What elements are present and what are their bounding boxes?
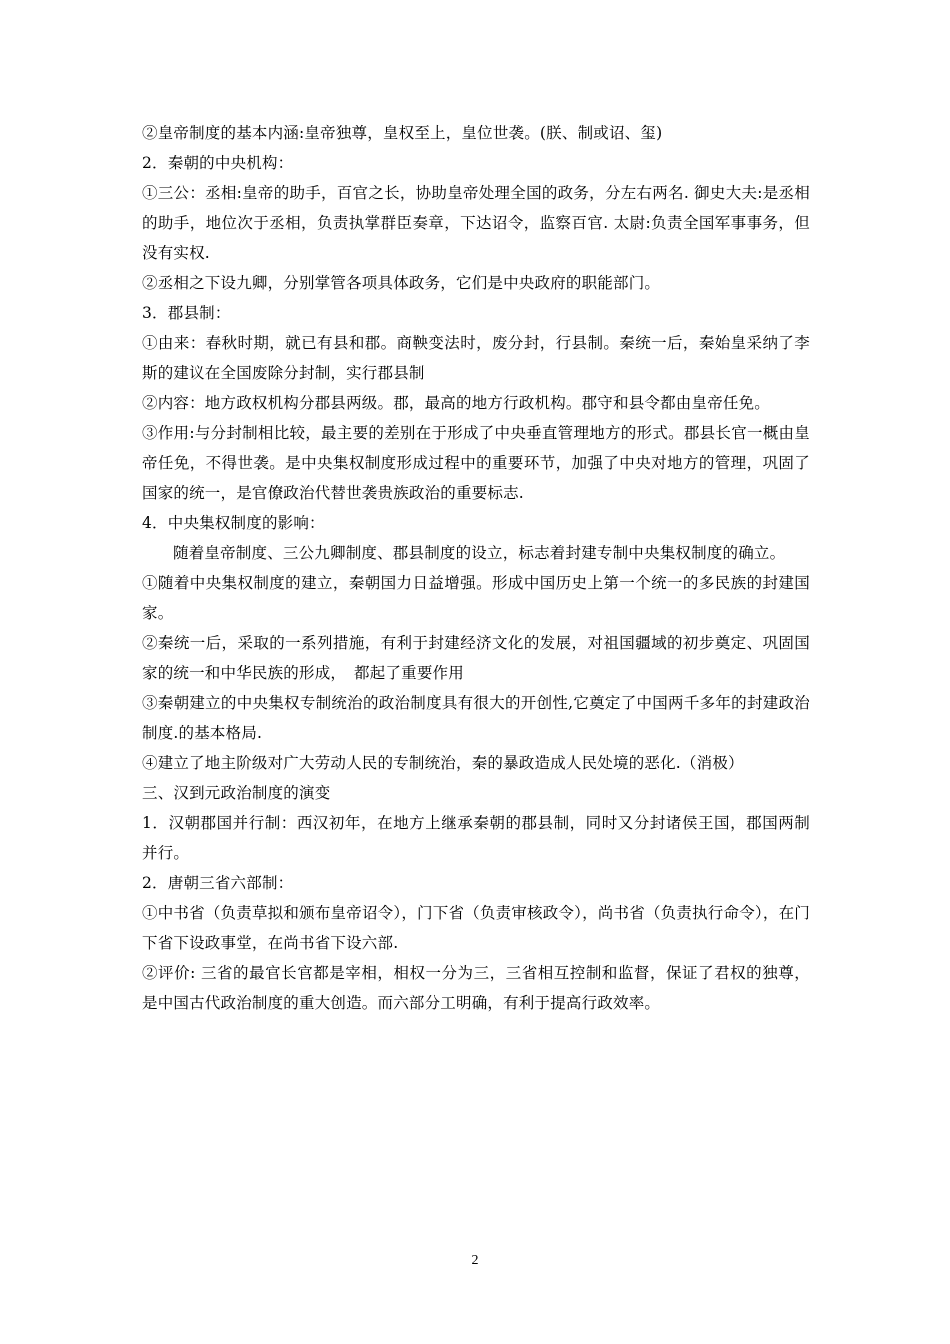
paragraph-nine-chamberlains: ②丞相之下设九卿，分别掌管各项具体政务，它们是中央政府的职能部门。 (142, 274, 661, 292)
paragraph-three-departments-evaluation: ②评价: 三省的最官长官都是宰相，相权一分为三，三省相互控制和监督，保证了君权的独尊，是中国古代政治制度的重大创造。而六部分工明确，有利于提高行政效率。 (142, 964, 810, 1012)
heading-qin-central-organs: 2．秦朝的中央机构： (142, 154, 294, 172)
paragraph-han-dual-system: 1．汉朝郡国并行制：西汉初年，在地方上继承秦朝的郡县制，同时又分封诸侯王国，郡国两制并行。 (142, 814, 810, 862)
paragraph-influence-1: ①随着中央集权制度的建立，秦朝国力日益增强。形成中国历史上第一个统一的多民族的封建国家。 (142, 574, 810, 622)
heading-tang-three-departments: 2．唐朝三省六部制： (142, 874, 294, 892)
paragraph-commandery-content: ②内容：地方政权机构分郡县两级。郡，最高的地方行政机构。郡守和县令都由皇帝任免。 (142, 394, 771, 412)
paragraph-three-ministers: ①三公：丞相:皇帝的助手，百官之长，协助皇帝处理全国的政务，分左右两名. 御史大夫:是丞相的助手，地位次于丞相，负责执掌群臣奏章，下达诏令，监察百官. 太尉:负责全国军事事务，但没有实权. (142, 184, 810, 262)
paragraph-commandery-effect: ③作用:与分封制相比较，最主要的差别在于形成了中央垂直管理地方的形式。郡县长官一概由皇帝任免，不得世袭。是中央集权制度形成过程中的重要环节，加强了中央对地方的管理，巩固了国家的统一，是官僚政治代替世袭贵族政治的重要标志. (142, 424, 810, 502)
paragraph-influence-4: ④建立了地主阶级对广大劳动人民的专制统治，秦的暴政造成人民处境的恶化.（消极） (142, 754, 744, 772)
paragraph-emperor-system-content: ②皇帝制度的基本内涵:皇帝独尊，皇权至上，皇位世袭。(朕、制或诏、玺) (142, 124, 663, 142)
heading-centralization-influence: 4．中央集权制度的影响： (142, 514, 325, 532)
paragraph-three-departments: ①中书省（负责草拟和颁布皇帝诏令），门下省（负责审核政令），尚书省（负责执行命令），在门下省下设政事堂，在尚书省下设六部. (142, 904, 810, 952)
paragraph-influence-3: ③秦朝建立的中央集权专制统治的政治制度具有很大的开创性,它奠定了中国两千多年的封建政治制度.的基本格局. (142, 694, 810, 742)
paragraph-centralization-established: 随着皇帝制度、三公九卿制度、郡县制度的设立，标志着封建专制中央集权制度的确立。 (173, 544, 786, 562)
paragraph-commandery-origin: ①由来：春秋时期，就已有县和郡。商鞅变法时，废分封，行县制。秦统一后，秦始皇采纳了李斯的建议在全国废除分封制，实行郡县制 (142, 334, 810, 382)
document-body (142, 118, 810, 1018)
page-number: 2 (471, 1253, 479, 1268)
section-heading-han-to-yuan: 三、汉到元政治制度的演变 (142, 784, 331, 802)
paragraph-influence-2: ②秦统一后，采取的一系列措施，有利于封建经济文化的发展，对祖国疆域的初步奠定、巩固国家的统一和中华民族的形成， 都起了重要作用 (142, 634, 810, 682)
heading-commandery-county-system: 3．郡县制： (142, 304, 231, 322)
